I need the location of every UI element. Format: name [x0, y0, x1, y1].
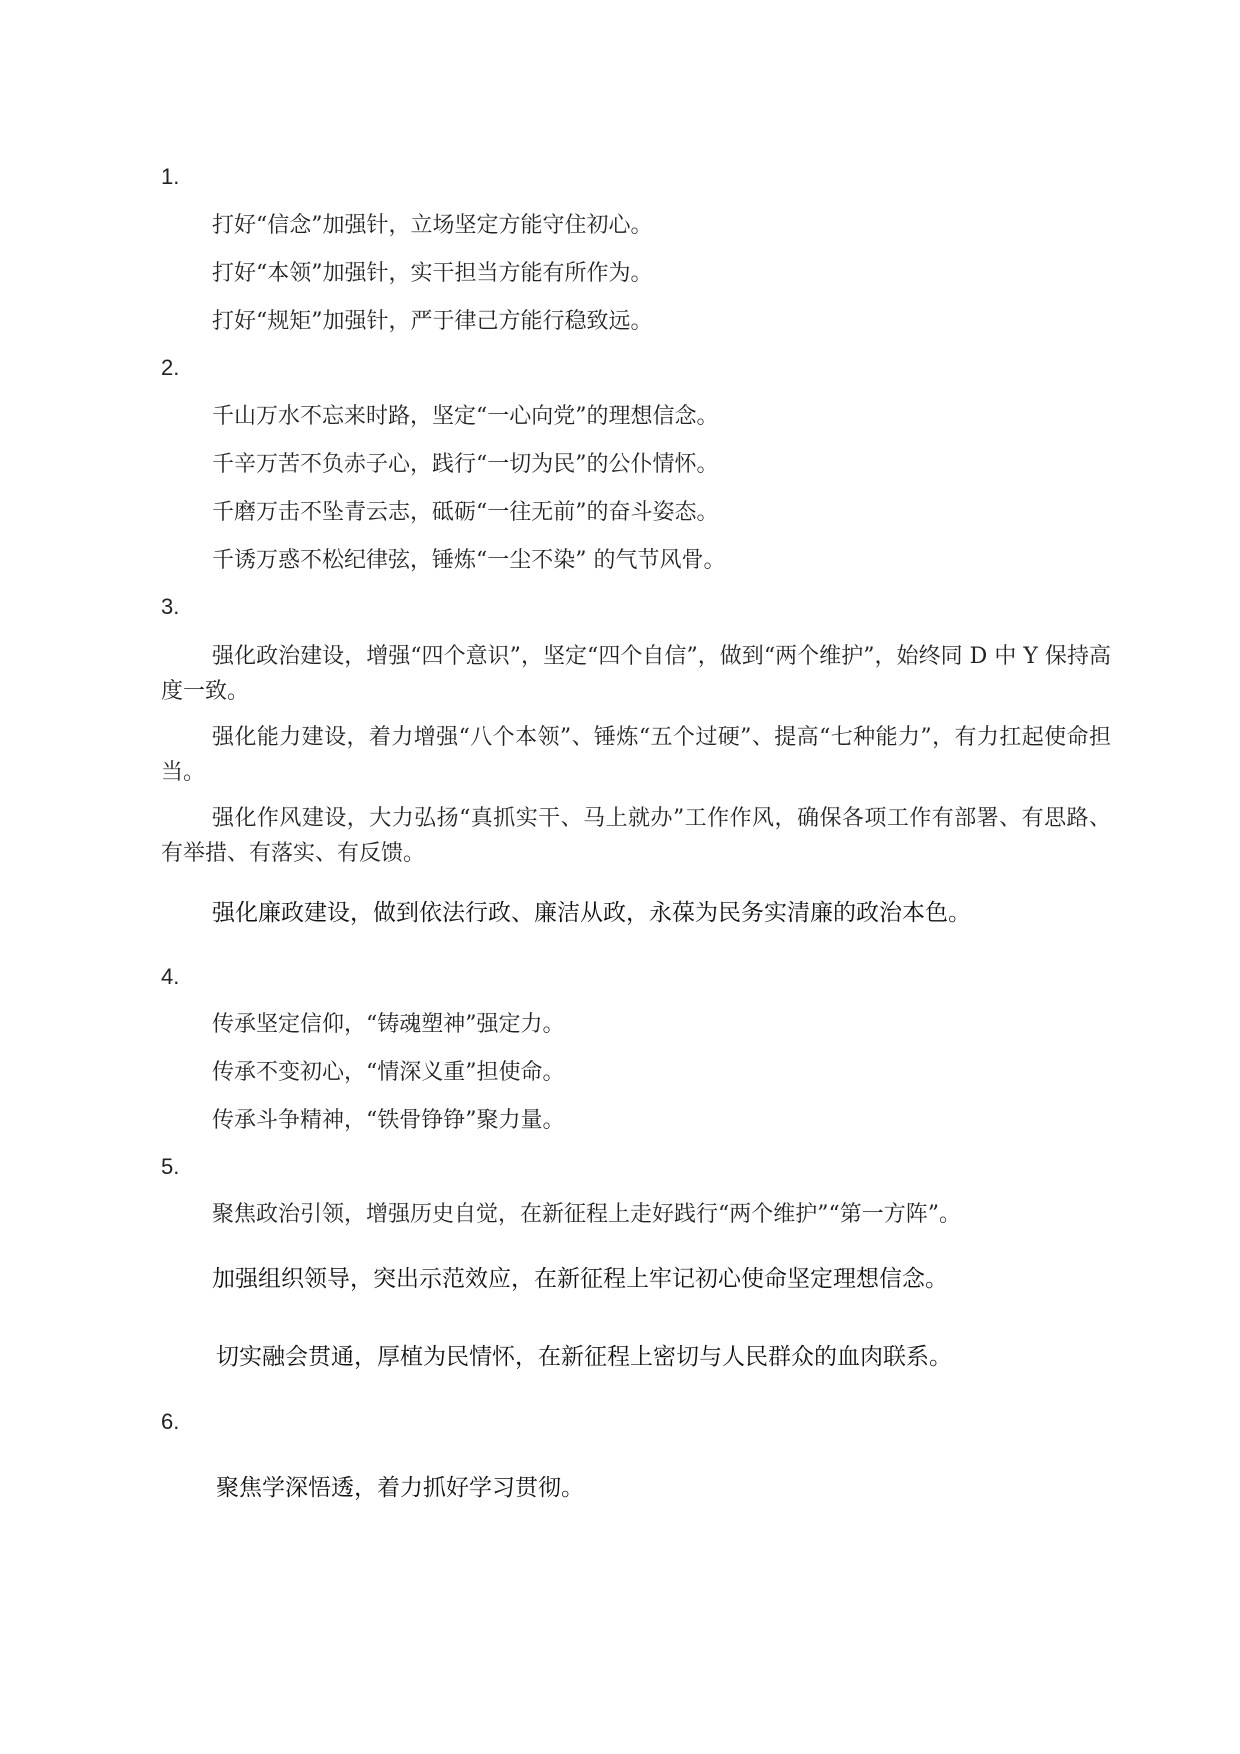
list-item: 千辛万苦不负赤子心，践行“一切为民”的公仆情怀。 — [212, 452, 719, 477]
section-number: 1. — [161, 164, 180, 189]
list-item: 千诱万惑不松纪律弦，锤炼“一尘不染” 的气节风骨。 — [212, 548, 726, 573]
list-item: 传承不变初心，“情深义重”担使命。 — [212, 1060, 565, 1085]
list-item: 聚焦学深悟透，着力抓好学习贯彻。 — [216, 1475, 584, 1501]
list-item: 传承坚定信仰，“铸魂塑神”强定力。 — [212, 1012, 565, 1037]
paragraph: 强化作风建设，大力弘扬“真抓实干、马上就办”工作作风，确保各项工作有部署、有思路、有举措、有落实、有反馈。 — [161, 806, 1111, 866]
list-item: 千磨万击不坠青云志，砥砺“一往无前”的奋斗姿态。 — [212, 500, 719, 525]
section-number: 3. — [161, 594, 180, 619]
list-item: 打好“信念”加强针，立场坚定方能守住初心。 — [212, 213, 653, 238]
section-number: 6. — [161, 1409, 180, 1434]
list-item: 切实融会贯通，厚植为民情怀，在新征程上密切与人民群众的血肉联系。 — [216, 1344, 952, 1370]
section-number: 5. — [161, 1154, 180, 1179]
list-item: 加强组织领导，突出示范效应，在新征程上牢记初心使命坚定理想信念。 — [212, 1266, 948, 1292]
list-item: 千山万水不忘来时路，坚定“一心向党”的理想信念。 — [212, 404, 719, 429]
paragraph: 强化能力建设，着力增强“八个本领”、锤炼“五个过硬”、提高“七种能力”，有力扛起使命担当。 — [161, 725, 1111, 785]
section-number: 4. — [161, 964, 180, 989]
list-item: 传承斗争精神，“铁骨铮铮”聚力量。 — [212, 1108, 565, 1133]
list-item: 打好“规矩”加强针，严于律己方能行稳致远。 — [212, 309, 653, 334]
paragraph: 强化廉政建设，做到依法行政、廉洁从政，永葆为民务实清廉的政治本色。 — [212, 900, 971, 926]
list-item: 打好“本领”加强针，实干担当方能有所作为。 — [212, 261, 653, 286]
paragraph: 强化政治建设，增强“四个意识”，坚定“四个自信”，做到“两个维护”，始终同 D 中 Y 保持高度一致。 — [161, 644, 1111, 704]
list-item: 聚焦政治引领，增强历史自觉，在新征程上走好践行“两个维护”“第一方阵”。 — [212, 1202, 961, 1227]
section-number: 2. — [161, 355, 180, 380]
